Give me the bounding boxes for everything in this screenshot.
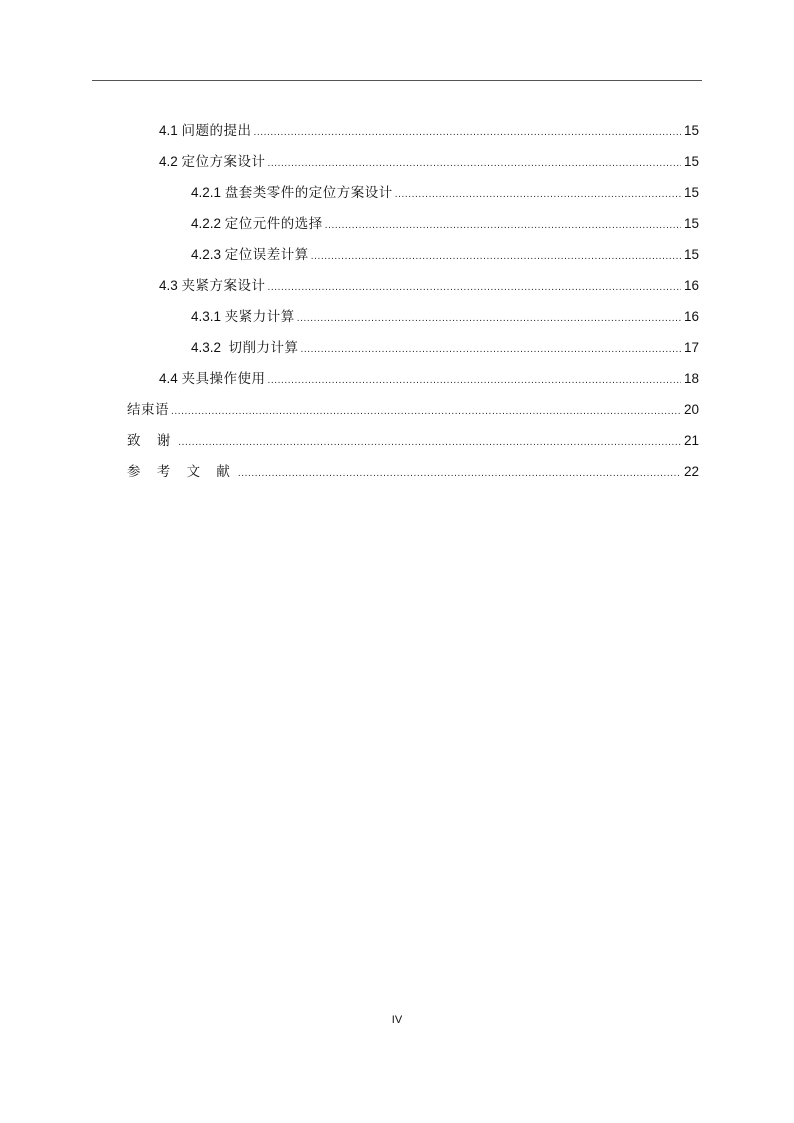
page-number: IV xyxy=(391,1014,403,1026)
dot-leader xyxy=(325,218,681,234)
dot-leader xyxy=(395,187,681,203)
toc-entry-page: 15 xyxy=(683,123,699,138)
toc-entry-references[interactable] xyxy=(127,462,699,482)
dot-leader xyxy=(254,125,681,141)
toc-entry-page: 16 xyxy=(683,278,699,293)
toc-entry-title: 结束语 xyxy=(127,402,169,418)
toc-entry-title: 夹紧力计算 xyxy=(224,309,295,325)
toc-entry-4-2-3[interactable] xyxy=(191,245,699,265)
toc-entry-number: 4.2 xyxy=(159,154,182,169)
toc-entry-page: 20 xyxy=(683,402,699,417)
toc-entry-page: 17 xyxy=(683,340,699,355)
toc-entry-conclusion[interactable] xyxy=(127,400,699,420)
toc-entry-number: 4.3.2 xyxy=(191,340,229,355)
toc-entry-title: 问题的提出 xyxy=(181,123,252,139)
dot-leader xyxy=(238,466,681,482)
toc-entry-title: 定位方案设计 xyxy=(181,154,266,170)
toc-entry-title: 致 谢 xyxy=(127,433,177,449)
dot-leader xyxy=(178,435,681,451)
dot-leader xyxy=(297,311,681,327)
toc-entry-title: 切削力计算 xyxy=(228,340,299,356)
toc-entry-number: 4.2.3 xyxy=(191,247,225,262)
toc-entry-acknowledgements[interactable] xyxy=(127,431,699,451)
dot-leader xyxy=(301,342,681,358)
toc-entry-title: 盘套类零件的定位方案设计 xyxy=(224,185,393,201)
toc-entry-4-1[interactable] xyxy=(159,121,699,141)
toc-entry-page: 15 xyxy=(683,247,699,262)
toc-entry-title: 参 考 文 献 xyxy=(127,464,236,480)
dot-leader xyxy=(171,404,681,420)
toc-entry-number: 4.2.2 xyxy=(191,216,225,231)
toc-entry-number: 4.4 xyxy=(159,371,182,386)
toc-entry-page: 18 xyxy=(683,371,699,386)
toc-entry-page: 16 xyxy=(683,309,699,324)
toc-entry-4-2[interactable] xyxy=(159,152,699,172)
toc-entry-page: 15 xyxy=(683,185,699,200)
toc-entry-4-3-2[interactable] xyxy=(191,338,699,358)
toc-entry-4-2-1[interactable] xyxy=(191,183,699,203)
toc-entry-title: 定位误差计算 xyxy=(224,247,309,263)
toc-entry-number: 4.3 xyxy=(159,278,182,293)
toc-entry-title: 夹具操作使用 xyxy=(181,371,266,387)
toc-entry-number: 4.2.1 xyxy=(191,185,225,200)
dot-leader xyxy=(268,373,681,389)
toc-entry-number: 4.3.1 xyxy=(191,309,225,324)
toc-entry-page: 15 xyxy=(683,154,699,169)
toc-entry-page: 21 xyxy=(683,433,699,448)
toc-entry-4-4[interactable] xyxy=(159,369,699,389)
toc-entry-number: 4.1 xyxy=(159,123,182,138)
toc-entry-title: 夹紧方案设计 xyxy=(181,278,266,294)
toc-entry-page: 15 xyxy=(683,216,699,231)
toc-entry-page: 22 xyxy=(683,464,699,479)
header-rule xyxy=(92,80,702,81)
toc-entry-4-2-2[interactable] xyxy=(191,214,699,234)
toc-entry-title: 定位元件的选择 xyxy=(224,216,323,232)
dot-leader xyxy=(268,156,681,172)
dot-leader xyxy=(311,249,681,265)
toc-entry-4-3-1[interactable] xyxy=(191,307,699,327)
toc-entry-4-3[interactable] xyxy=(159,276,699,296)
dot-leader xyxy=(268,280,681,296)
